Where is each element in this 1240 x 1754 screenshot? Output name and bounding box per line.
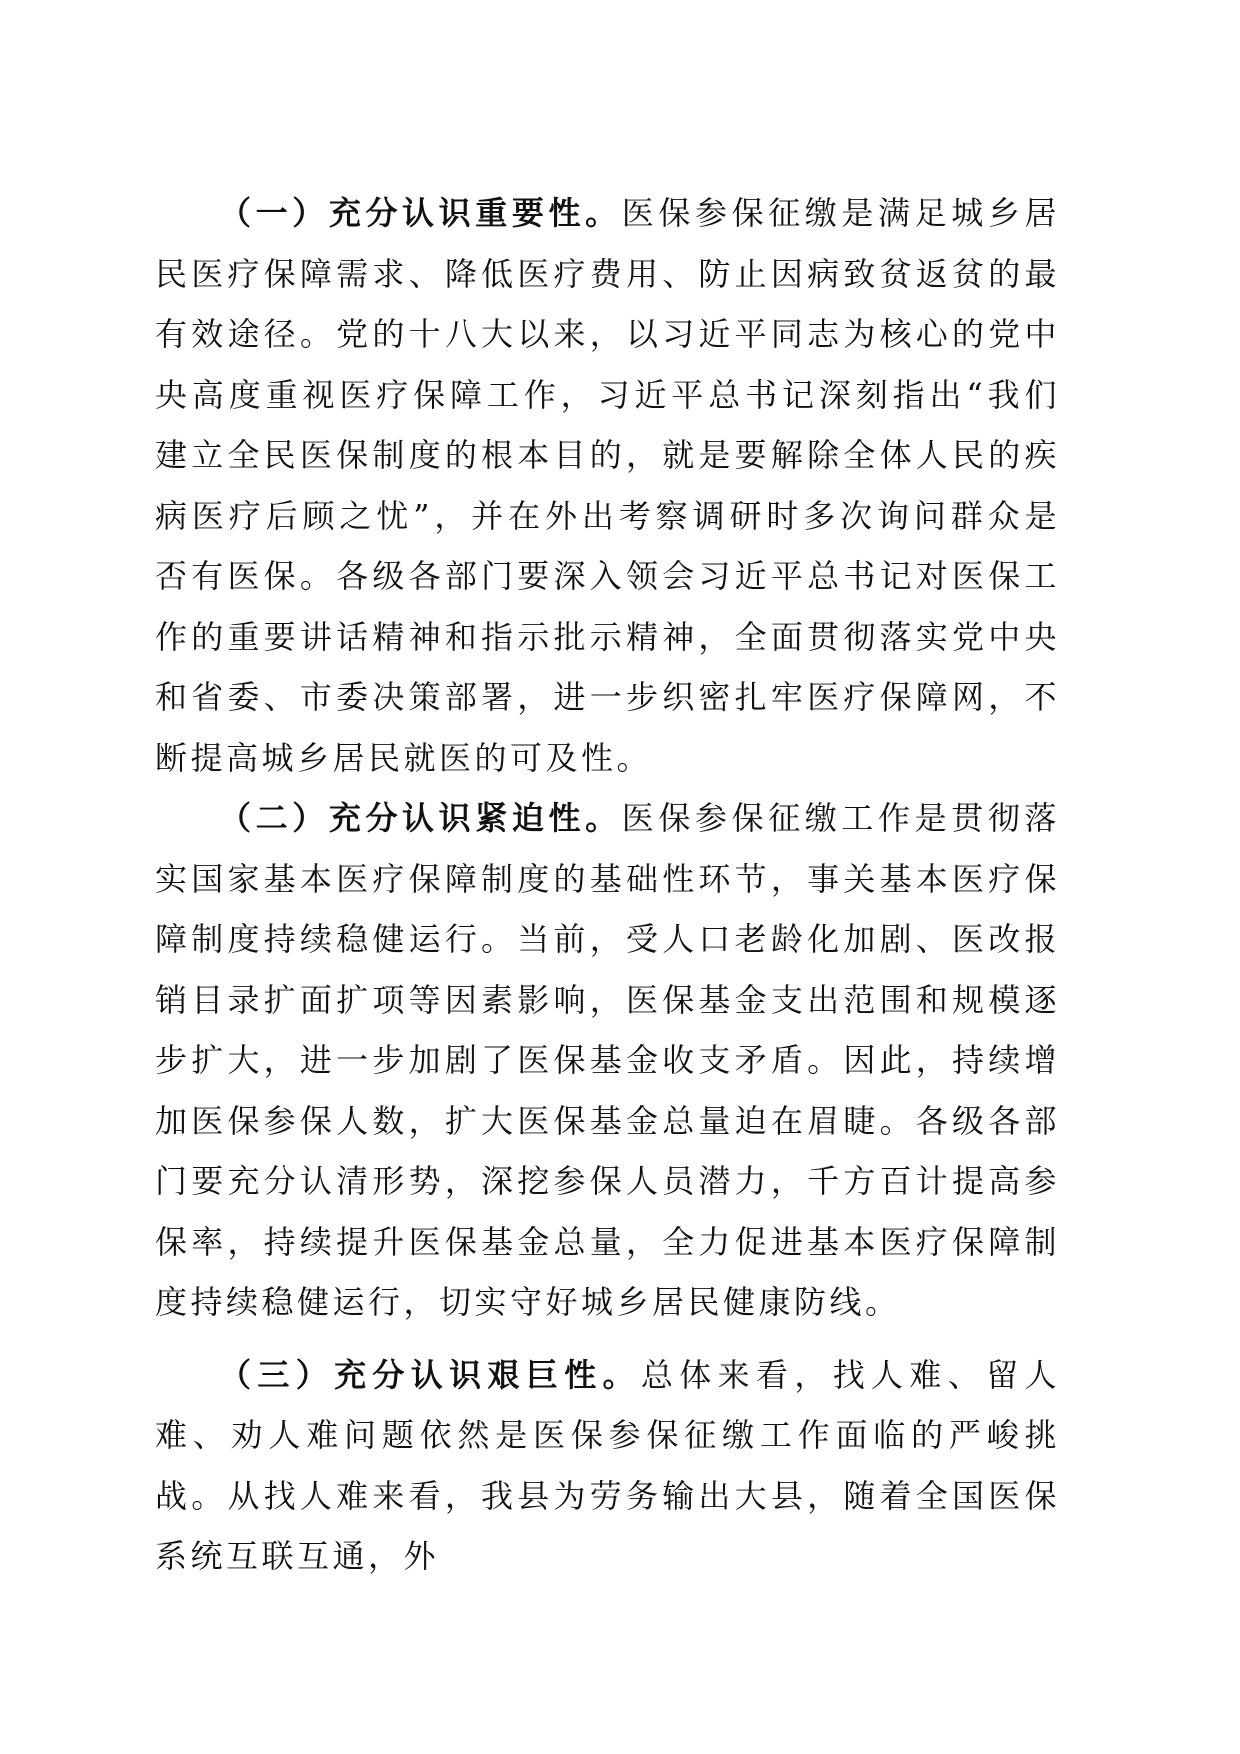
- paragraph-difficulty: [155, 1345, 1060, 1587]
- paragraph-urgency: [155, 788, 1060, 1333]
- paragraph-heading: （一）充分认识重要性。: [219, 194, 622, 232]
- paragraph-text: 医保参保征缴是满足城乡居民医疗保障需求、降低医疗费用、防止因病致贫返贫的最有效途径。党的十八大以来，以习近平同志为核心的党中央高度重视医疗保障工作，习近平总书记深刻指出“我们建立全民医保制度的根本目的，就是要解除全体人民的疾病医疗后顾之忧”，并在外出考察调研时多次询问群众是否有医保。各级各部门要深入领会习近平总书记对医保工作的重要讲话精神和指示批示精神，全面贯彻落实党中央和省委、市委决策部署，进一步织密扎牢医疗保障网，不断提高城乡居民就医的可及性。: [155, 194, 1060, 777]
- paragraph-importance: [155, 183, 1060, 788]
- paragraph-text: 医保参保征缴工作是贯彻落实国家基本医疗保障制度的基础性环节，事关基本医疗保障制度持续稳健运行。当前，受人口老龄化加剧、医改报销目录扩面扩项等因素影响，医保基金支出范围和规模逐步扩大，进一步加剧了医保基金收支矛盾。因此，持续增加医保参保人数，扩大医保基金总量迫在眉睫。各级各部门要充分认清形势，深挖参保人员潜力，千方百计提高参保率，持续提升医保基金总量，全力促进基本医疗保障制度持续稳健运行，切实守好城乡居民健康防线。: [155, 799, 1060, 1321]
- paragraph-heading: （二）充分认识紧迫性。: [219, 799, 622, 837]
- paragraph-heading: （三）充分认识艰巨性。: [219, 1355, 641, 1394]
- paragraph-text: 总体来看，找人难、留人难、劝人难问题依然是医保参保征缴工作面临的严峻挑战。从找人难来看，我县为劳务输出大县，随着全国医保系统互联互通，外: [155, 1355, 1060, 1575]
- document-body: [155, 183, 1060, 1587]
